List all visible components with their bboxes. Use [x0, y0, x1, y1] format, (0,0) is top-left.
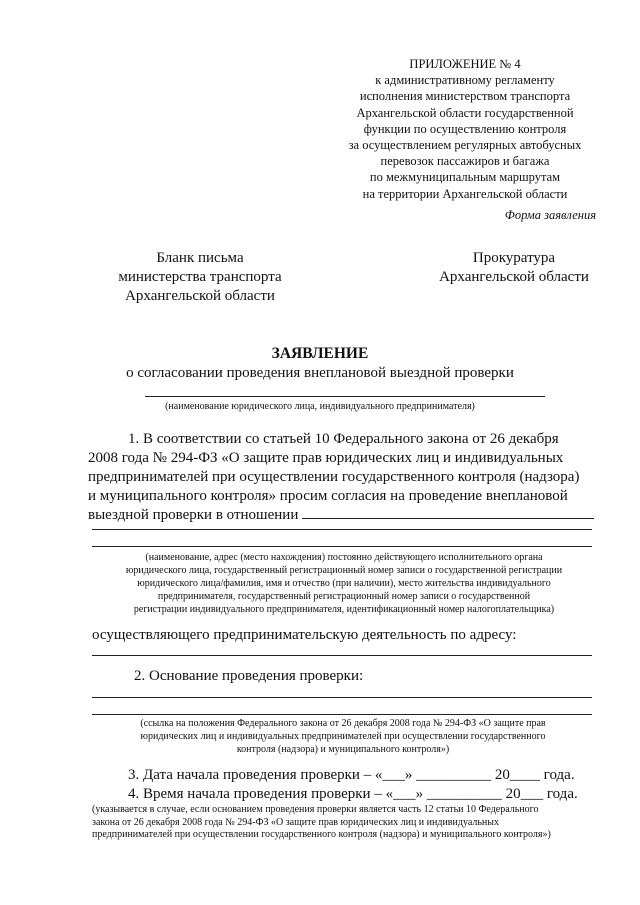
- document-title: ЗАЯВЛЕНИЕ: [271, 345, 369, 362]
- time-caption-line: предпринимателей при осуществлении государственного контроля (надзора) и муниципального контроля»): [92, 829, 551, 840]
- time-caption: [92, 804, 592, 842]
- section-1-paragraph: [88, 430, 594, 525]
- annex-line: перевозок пассажиров и багажа: [380, 154, 550, 169]
- entity-caption-line: (наименование, адрес (место нахождения) постоянно действующего исполнительного органа: [145, 552, 543, 563]
- section-1-line: предпринимателей при осуществлении государственного контроля (надзора): [88, 469, 580, 485]
- annex-header: [320, 56, 610, 202]
- section-2-label: 2. Основание проведения проверки:: [134, 668, 364, 684]
- annex-line: исполнения министерством транспорта: [359, 89, 571, 104]
- annex-line: Архангельской области государственной: [356, 105, 574, 120]
- section-1-line: 2008 года № 294-ФЗ «О защите прав юридических лиц и индивидуальных: [88, 450, 564, 466]
- entity-caption-line: юридического лица, государственный регистрационный номер записи о государственной регистрации: [125, 565, 563, 576]
- section-1-line: 1. В соответствии со статьей 10 Федерального закона от 26 декабря: [128, 431, 559, 447]
- section-3-start-date: 3. Дата начала проведения проверки – «___» __________ 20____ года.: [128, 767, 575, 783]
- entity-caption-line: юридического лица/фамилия, имя и отчество (при наличии), место жительства индивидуального: [137, 578, 551, 589]
- section-1-line: и муниципального контроля» просим согласия на проведение внеплановой: [88, 488, 568, 504]
- entity-fill-line-3: [92, 546, 592, 547]
- addressee: [414, 249, 614, 287]
- section-1-last-line: [88, 506, 594, 525]
- entity-caption-line: регистрации индивидуального предпринимателя, идентификационный номер налогоплательщика): [133, 604, 555, 615]
- addressee-line: Архангельской области: [439, 269, 589, 285]
- section-4-start-time: 4. Время начала проведения проверки – «___» __________ 20___ года.: [128, 786, 578, 802]
- annex-line: по межмуниципальным маршрутам: [369, 170, 561, 185]
- annex-line: функции по осуществлению контроля: [363, 121, 567, 136]
- basis-caption-line: контроля (надзора) и муниципального контроля»): [236, 744, 450, 755]
- basis-fill-line-1: [92, 697, 592, 698]
- applicant-fill-line: [145, 396, 545, 397]
- basis-caption-line: (ссылка на положения Федерального закона от 26 декабря 2008 года № 294-ФЗ «О защите прав: [140, 718, 546, 729]
- letter-blank-line: министерства транспорта: [118, 269, 282, 285]
- letter-blank: [100, 249, 300, 306]
- addressee-line: Прокуратура: [472, 250, 556, 266]
- entity-caption: [96, 551, 592, 616]
- address-fill-line: [92, 655, 592, 656]
- form-kind-label: Форма заявления: [504, 208, 596, 222]
- time-caption-line: закона от 26 декабря 2008 года № 294-ФЗ «О защите прав юридических лиц и индивидуальных: [92, 816, 499, 828]
- basis-fill-line-2: [92, 714, 592, 715]
- letter-blank-line: Бланк письма: [156, 250, 244, 266]
- annex-line: за осуществлением регулярных автобусных: [348, 138, 582, 153]
- annex-title: ПРИЛОЖЕНИЕ № 4: [409, 57, 521, 71]
- letter-blank-line: Архангельской области: [125, 288, 275, 304]
- basis-caption-line: юридических лиц и индивидуальных предпринимателей при осуществлении государственного: [140, 731, 546, 742]
- applicant-caption: (наименование юридического лица, индивидуального предпринимателя): [165, 401, 475, 412]
- address-label: осуществляющего предпринимательскую деятельность по адресу:: [92, 627, 517, 643]
- section-1-line: выездной проверки в отношении: [88, 507, 299, 523]
- annex-line: к административному регламенту: [375, 73, 555, 88]
- annex-line: на территории Архангельской области: [362, 186, 568, 201]
- document-subtitle: о согласовании проведения внеплановой выездной проверки: [126, 365, 514, 381]
- entity-fill-line-2: [92, 529, 592, 530]
- time-caption-line: (указывается в случае, если основанием проведения проверки является часть 12 статьи 10 Федерального: [92, 804, 539, 815]
- basis-caption: [108, 717, 578, 756]
- entity-fill-line: [302, 506, 594, 519]
- entity-caption-line: предпринимателя, государственный регистрационный номер записи о государственной: [157, 591, 531, 602]
